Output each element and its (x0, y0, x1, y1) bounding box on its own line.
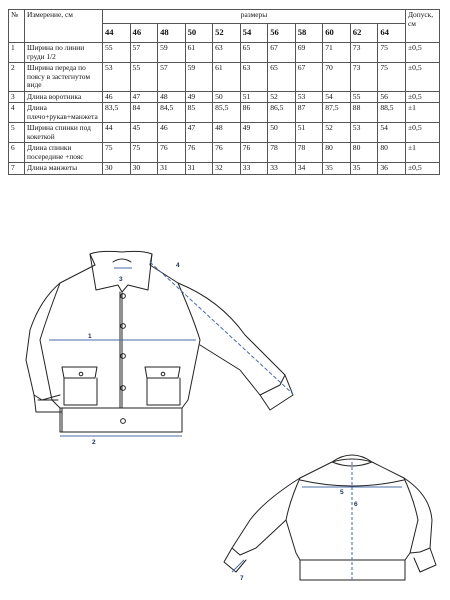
header-num: № (9, 10, 25, 43)
measurement-value: 71 (323, 43, 351, 63)
measurement-value: 49 (185, 91, 213, 103)
measurement-value: 69 (295, 43, 323, 63)
measurement-value: 30 (130, 163, 158, 175)
measurement-value: 47 (185, 123, 213, 143)
size-header-cell: 62 (350, 23, 378, 42)
measurement-value: 67 (268, 43, 296, 63)
row-number: 7 (9, 163, 25, 175)
label-2: 2 (92, 439, 96, 446)
measurement-value: 63 (240, 63, 268, 92)
measurement-value: 73 (350, 63, 378, 92)
measurement-value: 65 (240, 43, 268, 63)
measurement-value: 48 (158, 91, 186, 103)
measurement-value: 33 (240, 163, 268, 175)
measurement-value: 36 (378, 163, 406, 175)
label-7: 7 (240, 575, 244, 582)
measurement-value: 86,5 (268, 103, 296, 123)
measurement-value: 56 (378, 91, 406, 103)
measurement-value: 31 (185, 163, 213, 175)
measurement-value: 75 (378, 43, 406, 63)
measurement-value: 87 (295, 103, 323, 123)
measurement-name: Длина воротника (25, 91, 103, 103)
row-number: 5 (9, 123, 25, 143)
size-header-cell: 58 (295, 23, 323, 42)
row-number: 3 (9, 91, 25, 103)
measurement-value: 54 (323, 91, 351, 103)
measurement-value: 53 (103, 63, 131, 92)
measurement-value: 31 (158, 163, 186, 175)
measurement-value: 76 (158, 143, 186, 163)
measurement-value: 46 (103, 91, 131, 103)
measurement-value: 73 (350, 43, 378, 63)
measurement-name: Ширина переда по поясу в застегнутом виде (25, 63, 103, 92)
measurement-value: 88,5 (378, 103, 406, 123)
tolerance-value: ±0,5 (406, 163, 440, 175)
measurement-value: 48 (213, 123, 241, 143)
measurement-value: 61 (185, 43, 213, 63)
measurement-value: 78 (295, 143, 323, 163)
size-header-cell: 52 (213, 23, 241, 42)
tolerance-value: ±0,5 (406, 63, 440, 92)
tolerance-value: ±0,5 (406, 123, 440, 143)
measurement-value: 57 (158, 63, 186, 92)
size-header-cell: 46 (130, 23, 158, 42)
header-tolerance: Допуск, см (406, 10, 440, 43)
tolerance-value: ±0,5 (406, 91, 440, 103)
header-sizes-title: размеры (103, 10, 406, 24)
measurement-value: 55 (130, 63, 158, 92)
row-number: 1 (9, 43, 25, 63)
measurement-value: 44 (103, 123, 131, 143)
measurement-value: 88 (350, 103, 378, 123)
measurement-value: 59 (185, 63, 213, 92)
back-jacket-outline (224, 455, 436, 580)
measurement-value: 35 (323, 163, 351, 175)
row-number: 4 (9, 103, 25, 123)
measurement-value: 49 (240, 123, 268, 143)
size-header-cell: 44 (103, 23, 131, 42)
front-jacket-outline (26, 251, 293, 432)
measurement-value: 55 (350, 91, 378, 103)
label-4: 4 (176, 262, 180, 269)
measurement-name: Длина плечо+рукав+манжета (25, 103, 103, 123)
measurement-value: 54 (378, 123, 406, 143)
measurement-value: 75 (103, 143, 131, 163)
measurement-name: Длина манжеты (25, 163, 103, 175)
measurement-value: 51 (295, 123, 323, 143)
measurement-value: 52 (268, 91, 296, 103)
measurement-value: 85 (185, 103, 213, 123)
measurement-value: 84 (130, 103, 158, 123)
label-6: 6 (354, 501, 358, 508)
measurement-value: 30 (103, 163, 131, 175)
tolerance-value: ±1 (406, 143, 440, 163)
row-number: 6 (9, 143, 25, 163)
measurement-value: 76 (185, 143, 213, 163)
measurement-value: 75 (130, 143, 158, 163)
measurement-value: 51 (240, 91, 268, 103)
measurement-value: 76 (240, 143, 268, 163)
size-header-cell: 64 (378, 23, 406, 42)
measurement-name: Ширина спинки под кокеткой (25, 123, 103, 143)
measurement-value: 78 (268, 143, 296, 163)
measurement-value: 80 (323, 143, 351, 163)
measurement-value: 47 (130, 91, 158, 103)
size-header-cell: 56 (268, 23, 296, 42)
row-number: 2 (9, 63, 25, 92)
label-1: 1 (88, 333, 92, 340)
size-header-cell: 60 (323, 23, 351, 42)
measurement-value: 61 (213, 63, 241, 92)
measurement-value: 35 (350, 163, 378, 175)
size-header-cell: 50 (185, 23, 213, 42)
measurement-value: 67 (295, 63, 323, 92)
measurement-lines (49, 262, 402, 580)
tolerance-value: ±0,5 (406, 43, 440, 63)
measurement-value: 34 (295, 163, 323, 175)
measurement-value: 85,5 (213, 103, 241, 123)
measurement-value: 32 (213, 163, 241, 175)
measurement-value: 57 (130, 43, 158, 63)
measurement-value: 33 (268, 163, 296, 175)
measurement-name: Ширина по линии груди 1/2 (25, 43, 103, 63)
measurement-value: 50 (268, 123, 296, 143)
measure-line-4 (150, 262, 293, 394)
measurement-value: 80 (378, 143, 406, 163)
tolerance-value: ±1 (406, 103, 440, 123)
measurement-value: 53 (295, 91, 323, 103)
measurement-value: 52 (323, 123, 351, 143)
measurement-value: 86 (240, 103, 268, 123)
measurement-value: 76 (213, 143, 241, 163)
size-header-cell: 48 (158, 23, 186, 42)
size-header-cell: 54 (240, 23, 268, 42)
measurement-value: 53 (350, 123, 378, 143)
measurement-value: 87,5 (323, 103, 351, 123)
measurement-value: 70 (323, 63, 351, 92)
measurement-value: 65 (268, 63, 296, 92)
measurement-name: Длина спинки посередине +пояс (25, 143, 103, 163)
measurement-value: 75 (378, 63, 406, 92)
header-measure: Измерение, см (25, 10, 103, 43)
measurement-value: 83,5 (103, 103, 131, 123)
measurement-value: 46 (158, 123, 186, 143)
label-3: 3 (119, 276, 123, 283)
measurement-value: 63 (213, 43, 241, 63)
measurement-value: 55 (103, 43, 131, 63)
measurement-value: 80 (350, 143, 378, 163)
label-5: 5 (340, 489, 344, 496)
measurement-value: 59 (158, 43, 186, 63)
measurement-value: 50 (213, 91, 241, 103)
measurement-value: 84,5 (158, 103, 186, 123)
measurement-value: 45 (130, 123, 158, 143)
